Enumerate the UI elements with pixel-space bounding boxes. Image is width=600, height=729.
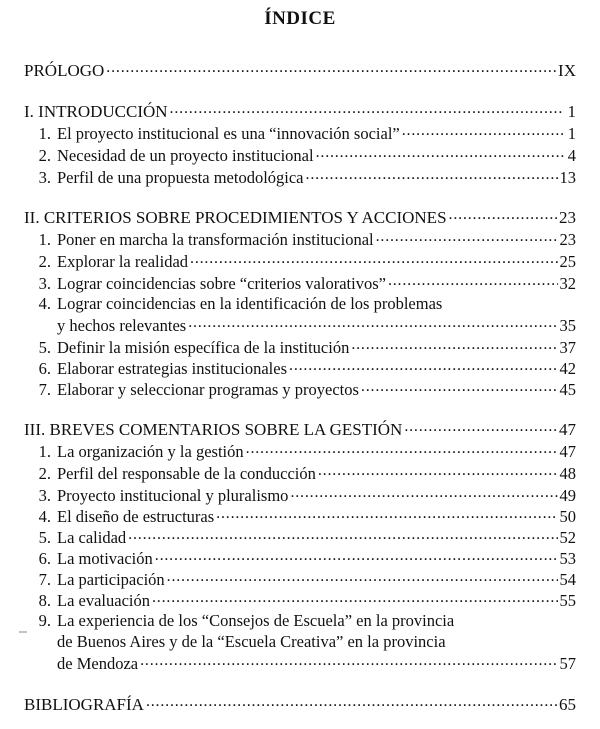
toc-page-number: 45 bbox=[559, 379, 576, 399]
toc-number: 4. bbox=[38, 506, 51, 526]
toc-label: Poner en marcha la transformación institucional bbox=[57, 229, 374, 249]
toc-page-number: 32 bbox=[559, 273, 576, 293]
toc-label: II. CRITERIOS SOBRE PROCEDIMIENTOS Y ACCIONES bbox=[24, 208, 447, 227]
toc-page-number: 48 bbox=[559, 463, 576, 483]
toc-label: Elaborar estrategias institucionales bbox=[57, 358, 288, 378]
toc-entry-2-4-line2 bbox=[57, 314, 576, 336]
toc-page-number: 47 bbox=[559, 441, 576, 461]
toc-page-number: 35 bbox=[559, 315, 576, 335]
toc-number: 2. bbox=[38, 145, 51, 165]
toc-entry-1-1 bbox=[24, 122, 576, 144]
toc-label: de Mendoza bbox=[57, 653, 139, 673]
toc-section-gestion bbox=[24, 418, 576, 440]
toc-label: Perfil del responsable de la conducción bbox=[57, 463, 316, 483]
toc-label: PRÓLOGO bbox=[24, 61, 105, 80]
toc-label: La participación bbox=[57, 569, 165, 589]
toc-page-number: IX bbox=[558, 61, 576, 80]
toc-label: Perfil de una propuesta metodológica bbox=[57, 167, 304, 187]
toc-label: La calidad bbox=[57, 527, 127, 547]
toc-entry-3-1 bbox=[24, 440, 576, 462]
toc-entry-2-4-line1 bbox=[24, 293, 576, 314]
toc-page-number: 4 bbox=[567, 145, 576, 165]
scan-speck bbox=[19, 631, 27, 633]
toc-leader bbox=[140, 652, 557, 669]
toc-page-number: 65 bbox=[559, 695, 576, 714]
toc-label: III. BREVES COMENTARIOS SOBRE LA GESTIÓN bbox=[24, 420, 403, 439]
toc-leader bbox=[216, 505, 557, 522]
toc-leader bbox=[146, 693, 557, 710]
toc-leader bbox=[361, 378, 558, 395]
toc-label: Elaborar y seleccionar programas y proyectos bbox=[57, 379, 359, 399]
toc-leader bbox=[404, 418, 557, 435]
toc-entry-3-6 bbox=[24, 547, 576, 569]
toc-page-number: 1 bbox=[567, 102, 576, 121]
toc-entry-2-1 bbox=[24, 228, 576, 250]
toc-label: Definir la misión específica de la institución bbox=[57, 337, 350, 357]
toc-entry-3-9-line3 bbox=[57, 652, 576, 674]
toc-entry-1-2 bbox=[24, 144, 576, 166]
toc-label: La experiencia de los “Consejos de Escuela” en la provincia bbox=[57, 611, 455, 630]
toc-number: 5. bbox=[38, 337, 51, 357]
toc-leader bbox=[152, 589, 558, 606]
toc-leader bbox=[402, 122, 564, 139]
toc-entry-3-9-line2 bbox=[57, 631, 576, 652]
toc-entry-2-7 bbox=[24, 378, 576, 400]
toc-leader bbox=[188, 314, 557, 331]
toc-entry-3-3 bbox=[24, 484, 576, 506]
toc-entry-1-3 bbox=[24, 166, 576, 188]
toc-entry-3-9-line1 bbox=[24, 610, 576, 631]
toc-label: Lograr coincidencias en la identificación de los problemas bbox=[57, 294, 443, 313]
toc-label: Explorar la realidad bbox=[57, 251, 189, 271]
toc-number: 4. bbox=[38, 294, 51, 313]
toc-label: Necesidad de un proyecto institucional bbox=[57, 145, 314, 165]
toc-leader bbox=[388, 272, 558, 289]
toc-label: de Buenos Aires y de la “Escuela Creativa” en la provincia bbox=[57, 632, 446, 651]
toc-number: 5. bbox=[38, 527, 51, 547]
toc-page-number: 23 bbox=[559, 208, 576, 227]
toc-leader bbox=[246, 440, 558, 457]
toc-entry-3-2 bbox=[24, 462, 576, 484]
toc-leader bbox=[318, 462, 558, 479]
toc-number: 7. bbox=[38, 379, 51, 399]
toc-label: El proyecto institucional es una “innovación social” bbox=[57, 123, 400, 143]
toc-entry-2-6 bbox=[24, 357, 576, 379]
toc-page-number: 47 bbox=[559, 420, 576, 439]
toc-entry-2-2 bbox=[24, 250, 576, 272]
toc-page-number: 50 bbox=[559, 506, 576, 526]
toc-label: y hechos relevantes bbox=[57, 315, 187, 335]
toc-leader bbox=[155, 547, 558, 564]
toc-leader bbox=[289, 357, 557, 374]
page-title: ÍNDICE bbox=[264, 8, 336, 29]
toc-label: El diseño de estructuras bbox=[57, 506, 215, 526]
toc-number: 3. bbox=[38, 485, 51, 505]
toc-page-number: 55 bbox=[559, 590, 576, 610]
toc-number: 2. bbox=[38, 463, 51, 483]
toc-leader bbox=[351, 336, 557, 353]
toc-entry-3-5 bbox=[24, 526, 576, 548]
toc-page-number: 1 bbox=[567, 123, 576, 143]
toc-leader bbox=[316, 144, 564, 161]
toc-number: 3. bbox=[38, 273, 51, 293]
toc-number: 6. bbox=[38, 358, 51, 378]
toc-label: La motivación bbox=[57, 548, 153, 568]
toc-leader bbox=[290, 484, 557, 501]
toc-page-number: 53 bbox=[559, 548, 576, 568]
toc-number: 9. bbox=[38, 611, 51, 630]
toc-leader bbox=[106, 59, 556, 76]
toc-number: 8. bbox=[38, 590, 51, 610]
toc-label: La organización y la gestión bbox=[57, 441, 244, 461]
toc-label: BIBLIOGRAFÍA bbox=[24, 695, 144, 714]
toc-number: 2. bbox=[38, 251, 51, 271]
toc-leader bbox=[128, 526, 557, 543]
toc-page-number: 57 bbox=[559, 653, 576, 673]
toc-number: 6. bbox=[38, 548, 51, 568]
index-page bbox=[24, 0, 576, 729]
toc-page-number: 23 bbox=[559, 229, 576, 249]
toc-page-number: 13 bbox=[559, 167, 576, 187]
toc-page-number: 25 bbox=[559, 251, 576, 271]
toc-number: 1. bbox=[38, 123, 51, 143]
toc-entry-3-4 bbox=[24, 505, 576, 527]
toc-leader bbox=[449, 206, 557, 223]
toc-page-number: 42 bbox=[559, 358, 576, 378]
toc-label: Proyecto institucional y pluralismo bbox=[57, 485, 289, 505]
toc-number: 3. bbox=[38, 167, 51, 187]
toc-section-criterios bbox=[24, 206, 576, 228]
toc-number: 1. bbox=[38, 441, 51, 461]
toc-leader bbox=[306, 166, 558, 183]
toc-entry-3-7 bbox=[24, 568, 576, 590]
toc-entry-3-8 bbox=[24, 589, 576, 611]
toc-number: 1. bbox=[38, 229, 51, 249]
toc-entry-2-5 bbox=[24, 336, 576, 358]
toc-page-number: 37 bbox=[559, 337, 576, 357]
toc-label: La evaluación bbox=[57, 590, 150, 610]
toc-entry-bibliografia bbox=[24, 693, 576, 715]
toc-section-introduccion bbox=[24, 100, 576, 122]
toc-entry-prologo bbox=[24, 59, 576, 81]
toc-leader bbox=[190, 250, 557, 267]
toc-number: 7. bbox=[38, 569, 51, 589]
toc-page-number: 54 bbox=[559, 569, 576, 589]
toc-label: Lograr coincidencias sobre “criterios valorativos” bbox=[57, 273, 386, 293]
toc-leader bbox=[170, 100, 564, 117]
toc-leader bbox=[167, 568, 558, 585]
toc-label: I. INTRODUCCIÓN bbox=[24, 102, 168, 121]
toc-entry-2-3 bbox=[24, 272, 576, 294]
toc-page-number: 52 bbox=[559, 527, 576, 547]
toc-leader bbox=[376, 228, 558, 245]
toc-page-number: 49 bbox=[559, 485, 576, 505]
